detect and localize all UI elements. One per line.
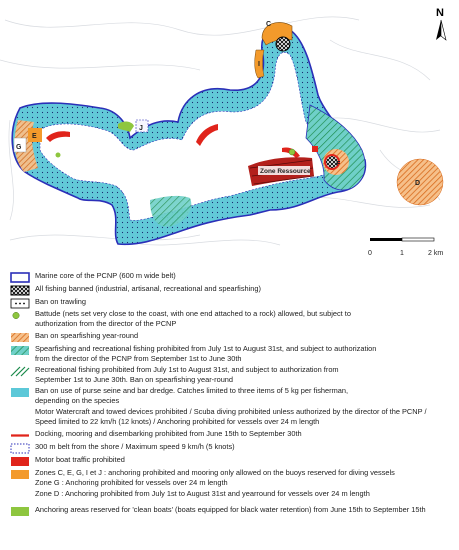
label-f: F [336,161,341,168]
trawling-ban-swatch [10,298,30,309]
scale-bar [368,238,443,257]
map-panel [0,0,459,262]
clean-boats-swatch [10,506,30,517]
park-map [0,0,459,262]
battude-swatch [10,310,30,321]
docking-swatch [10,430,30,441]
label-g: G [16,144,22,151]
scale-tick-2: 2 km [428,250,444,257]
purse-seine-swatch [10,387,30,398]
battude-site-2 [56,153,61,158]
north-arrow [436,7,446,40]
spear-rec-swatch [10,345,30,356]
label-e: E [32,133,37,140]
label-c: C [266,21,272,28]
north-label: N [436,7,444,19]
legend: Marine core of the PCNP (600 m wide belt) All fishing banned (industrial, artisanal, recreational and spearfishing) Ban on trawling Battude (nets set very close to the coast, with one end attached to a rock) allowed, but subject to authorization from the director of the PCNP Ban on spearfishing year-round Spearfishing and recreational fishing prohibited from July 1st to August 31st, and subject to authorization from the director of the PCNP from September 1st to June 30th Recreational fishing prohibited from July 1st to August 31st, and subject to authorization from September 1st to June 30th. Ban on spearfishing year-round Ban on use of purse seine and bar dredge. Catches limited to three items of 5 kg per fisherman, depending on the species Motor Watercraft and towed devices prohibited / Scuba diving prohibited unless authorized by the director of the PCNP / Speed limited to 22 km/h (12 knots) / Anchoring prohibited for vessels over 24 m length Docking, mooring and disembarking prohibited from June 15th to September 30th 300 m belt from the shore / Maximum speed 9 km/h (5 knots) Motor boat traffic prohibited Zones C, E, G, I et J : anchoring prohibited and mooring only allowed on the buoys reserved for diving vessels Zone G : Anchoring prohibited for vessels over 24 m length Zone D : Anchoring prohibited from July 1st to August 31st and yearround for vessels over 24 m length Anchoring areas reserved for 'clean boats' (boats equipped for black water retention) from June 15th to September 15th [0,268,459,550]
scale-tick-0: 0 [368,250,372,257]
zones-cei-j-swatch [10,469,30,480]
fishing-banned-swatch [10,285,30,296]
fishing-ban-north [276,37,290,51]
red-cross-marker [312,146,318,152]
marine-core-swatch [10,272,30,283]
scale-tick-1: 1 [400,250,404,257]
battude-site [289,149,295,155]
shore-belt-swatch [10,443,30,454]
label-d: D [415,180,421,187]
resource-label-group [258,166,311,175]
spearfishing-ban-swatch [10,332,30,343]
label-j: J [139,125,143,132]
label-i: I [258,61,260,68]
motor-boat-swatch [10,456,30,467]
rec-fishing-swatch [10,366,30,377]
label-zone-ressource: Zone Ressource [260,168,311,175]
